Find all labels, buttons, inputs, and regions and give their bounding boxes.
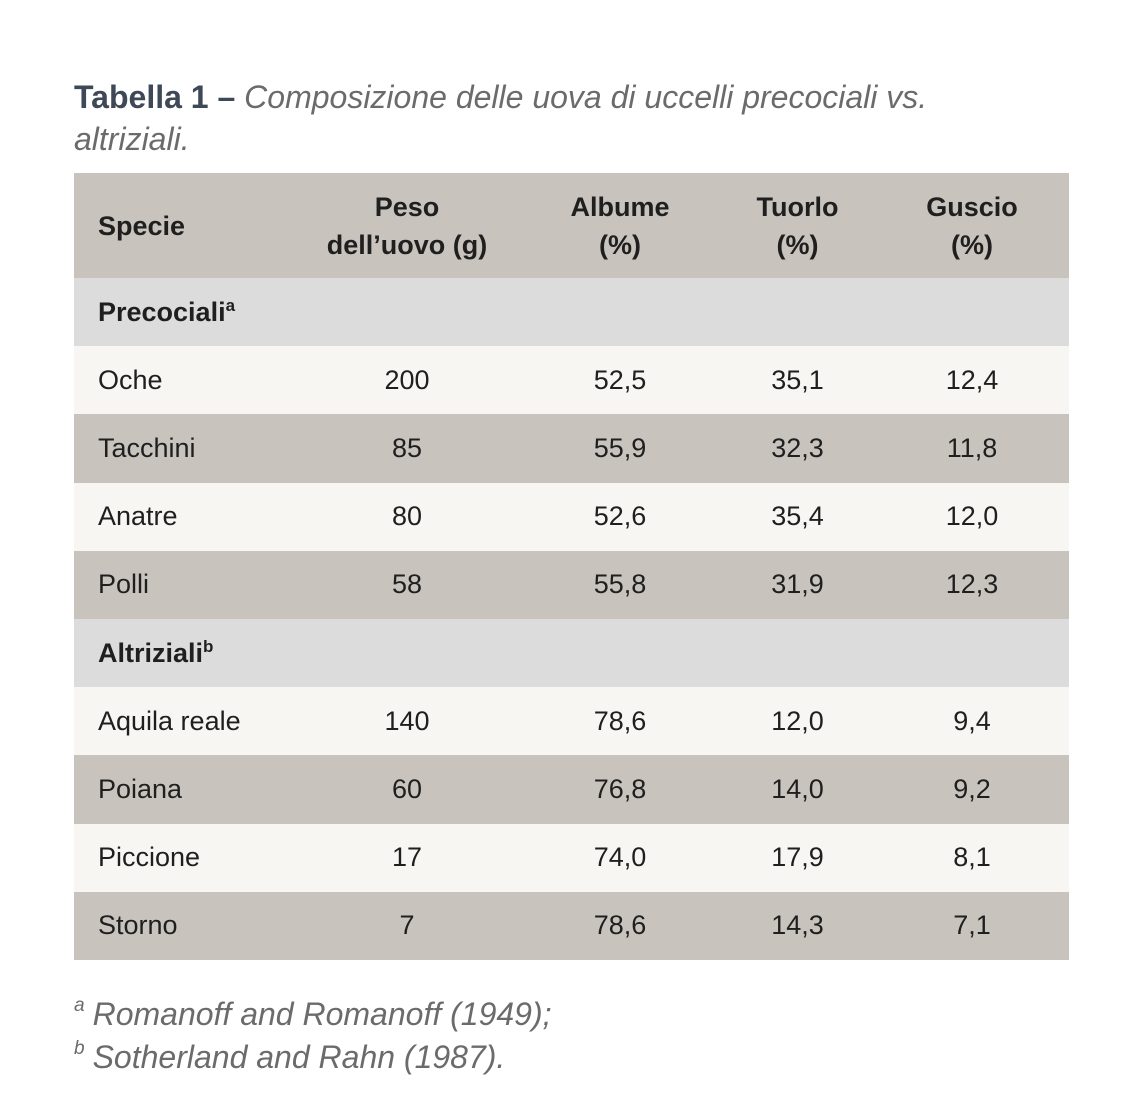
cell-albume: 74,0 — [593, 842, 647, 873]
table-row — [74, 892, 1069, 960]
cell-tuorlo: 35,1 — [771, 364, 824, 395]
cell-species: Tacchini — [98, 432, 196, 463]
table-row — [74, 824, 1069, 892]
table-row — [74, 483, 1069, 551]
group-name: Altriziali — [98, 637, 204, 668]
cell-species: Oche — [98, 364, 163, 395]
cell-albume: 52,6 — [593, 501, 647, 532]
cell-guscio: 12,3 — [945, 569, 999, 600]
cell-egg-weight: 140 — [384, 705, 430, 736]
header-egg-weight-line-1: Peso — [374, 191, 440, 222]
cell-tuorlo: 32,3 — [771, 432, 824, 463]
footnote-mark: a — [225, 295, 236, 315]
cell-species: Aquila reale — [98, 705, 241, 736]
cell-tuorlo: 12,0 — [771, 705, 824, 736]
cell-species: Poiana — [98, 773, 183, 804]
cell-tuorlo: 14,3 — [771, 910, 824, 941]
cell-species: Piccione — [98, 842, 201, 873]
cell-egg-weight: 85 — [391, 432, 423, 463]
cell-egg-weight: 60 — [391, 773, 423, 804]
footnote-a-mark: a — [74, 995, 85, 1016]
table-header-row — [74, 173, 1069, 278]
cell-albume: 52,5 — [593, 364, 647, 395]
caption-description: Composizione delle uova di uccelli precociali vs. altriziali. — [74, 79, 928, 157]
group-name: Precociali — [98, 296, 226, 327]
footnote-b-text: Sotherland and Rahn (1987). — [92, 1039, 506, 1075]
cell-albume: 78,6 — [593, 910, 647, 941]
header-tuorlo-line-2: (%) — [776, 229, 819, 260]
header-tuorlo — [720, 173, 875, 278]
header-guscio-line-1: Guscio — [926, 191, 1018, 222]
header-albume — [520, 173, 720, 278]
cell-tuorlo: 14,0 — [771, 773, 824, 804]
table-row — [74, 346, 1069, 414]
header-egg-weight-line-2: dell’uovo (g) — [326, 229, 488, 260]
cell-tuorlo: 17,9 — [771, 842, 824, 873]
footnote-a-text: Romanoff and Romanoff (1949); — [92, 996, 552, 1032]
cell-guscio: 12,4 — [945, 364, 999, 395]
cell-species: Polli — [98, 569, 150, 600]
table-footnotes — [74, 993, 552, 1079]
cell-albume: 78,6 — [593, 705, 647, 736]
header-albume-line-1: Albume — [570, 191, 670, 222]
cell-albume: 55,8 — [593, 569, 647, 600]
group-label — [74, 278, 1069, 346]
cell-guscio: 11,8 — [946, 432, 998, 463]
group-label — [74, 619, 1069, 687]
cell-species: Storno — [98, 910, 178, 941]
group-row-altriziali — [74, 619, 1069, 687]
cell-egg-weight: 58 — [391, 569, 423, 600]
cell-guscio: 9,2 — [953, 773, 991, 804]
cell-tuorlo: 31,9 — [771, 569, 824, 600]
cell-guscio: 7,1 — [953, 910, 991, 941]
cell-tuorlo: 35,4 — [771, 501, 824, 532]
header-guscio-line-2: (%) — [951, 229, 993, 260]
footnote-mark: b — [203, 636, 214, 656]
caption-label: Tabella 1 – — [74, 79, 236, 115]
cell-egg-weight: 7 — [399, 910, 415, 941]
table-row — [74, 755, 1069, 823]
cell-guscio: 9,4 — [953, 705, 991, 736]
cell-albume: 55,9 — [593, 432, 647, 463]
cell-egg-weight: 17 — [391, 842, 423, 873]
cell-species: Anatre — [98, 501, 178, 532]
cell-guscio: 8,1 — [953, 842, 991, 873]
footnote-a — [74, 993, 552, 1036]
cell-guscio: 12,0 — [945, 501, 999, 532]
footnote-b — [74, 1036, 552, 1079]
cell-albume: 76,8 — [593, 773, 647, 804]
table-row — [74, 551, 1069, 619]
cell-egg-weight: 80 — [391, 501, 423, 532]
table-row — [74, 687, 1069, 755]
header-albume-line-2: (%) — [599, 229, 641, 260]
table-row — [74, 414, 1069, 482]
header-tuorlo-line-1: Tuorlo — [756, 191, 839, 222]
group-row-precociali — [74, 278, 1069, 346]
header-guscio — [875, 173, 1069, 278]
cell-egg-weight: 200 — [384, 364, 430, 395]
egg-composition-table — [74, 173, 1069, 960]
header-species: Specie — [98, 210, 186, 241]
footnote-b-mark: b — [74, 1038, 85, 1059]
table-caption — [74, 76, 1034, 160]
header-egg-weight — [294, 173, 520, 278]
